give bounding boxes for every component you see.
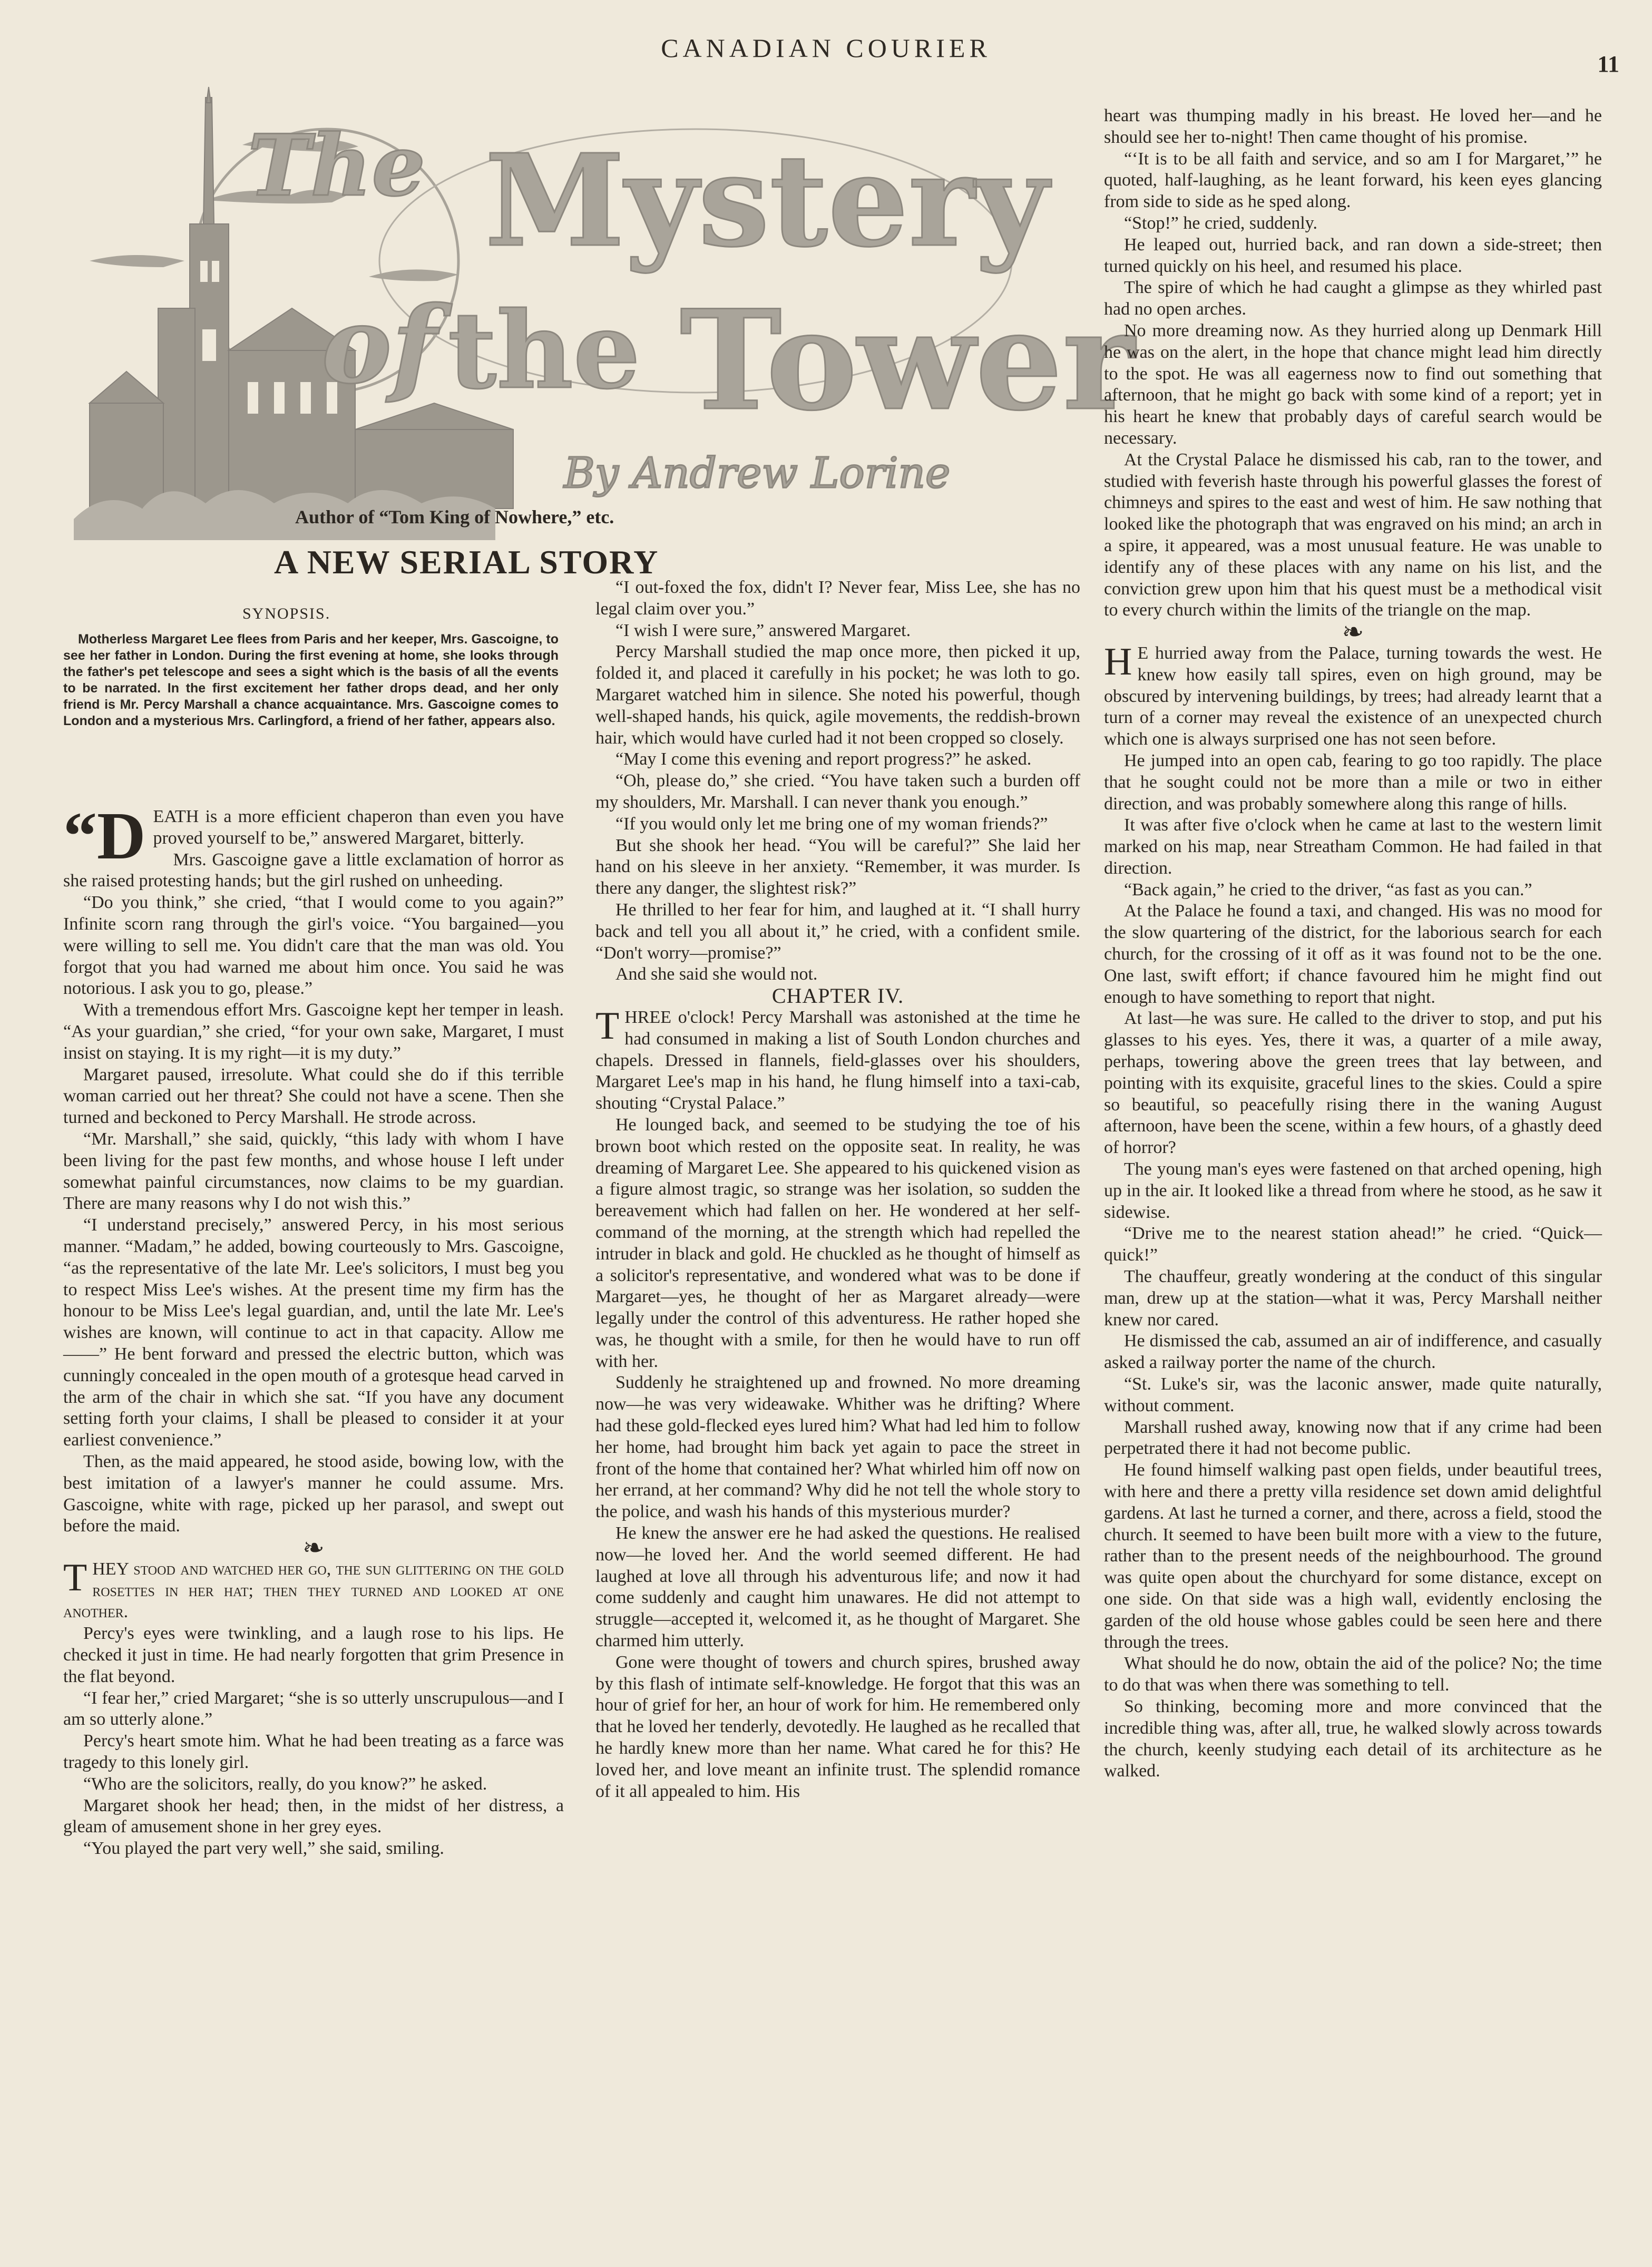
paragraph: At the Palace he found a taxi, and changed. His was no mood for the slow quartering of the district, for the laborious search for each church, for the crossing of it off as it was found not to be the one. One last, swift effort; if chance favoured him he might find out enough to have something to report that night. bbox=[1104, 901, 1602, 1007]
paragraph-text: E hurried away from the Palace, turning towards the west. He knew how easily tall spires, even on high ground, may be obscured by intervening buildings, by trees; had already learnt that a turn of a corner may reveal the existence of an unexpected church which one is always surprised one has not seen before. bbox=[1104, 643, 1602, 749]
paragraph: And she said she would not. bbox=[615, 964, 818, 984]
column-2 bbox=[595, 577, 1080, 1802]
paragraph: “Stop!” he cried, suddenly. bbox=[1124, 213, 1317, 233]
paragraph: “‘It is to be all faith and service, and so am I for Margaret,’” he quoted, half-laughing, as he leant forward, his keen eyes glancing from side to side as he sped along. bbox=[1104, 149, 1602, 212]
paragraph bbox=[1104, 640, 1602, 750]
paragraph bbox=[63, 1556, 564, 1623]
paragraph: He thrilled to her fear for him, and laughed at it. “I shall hurry back and tell you all about it,” he cried, with a confident smile. “Don't worry—promise?” bbox=[595, 900, 1080, 963]
paragraph: He knew the answer ere he had asked the questions. He realised now—he loved her. And the world seemed different. He had laughed at love all through his adventurous life; and now it had come suddenly and caught him unawares. He did not attempt to struggle—accepted it, welcomed it, as he thought of Margaret. She charmed him utterly. bbox=[595, 1523, 1080, 1651]
synopsis-text: Motherless Margaret Lee flees from Paris and her keeper, Mrs. Gascoigne, to see her father in London. During the first evening at home, she looks through the father's pet telescope and sees a sight which is the basis of all the events to be narrated. In the first excitement her father drops dead, and her only friend is Mr. Percy Marshall a chance acquaintance. Mrs. Gascoigne comes to London and a mysterious Mrs. Carlingford, a friend of her father, appears also. bbox=[63, 632, 559, 728]
column-1 bbox=[63, 798, 564, 1860]
drop-cap: “D bbox=[63, 798, 146, 873]
title-illustration bbox=[74, 87, 1135, 540]
drop-cap: T bbox=[595, 1004, 620, 1048]
paragraph: “Mr. Marshall,” she said, quickly, “this lady with whom I have been living for the past few months, and whose house I left under somewhat painful circumstances, now claims to be my guardian. There are many reasons why I do not wish this.” bbox=[63, 1129, 564, 1214]
paragraph: He jumped into an open cab, fearing to go too rapidly. The place that he sought could not be more than a mile or two in either direction, and was probably somewhere along this range of hills. bbox=[1104, 750, 1602, 814]
paragraph: heart was thumping madly in his breast. He loved her—and he should see her to-night! Then came thought of his promise. bbox=[1104, 106, 1602, 147]
paragraph: “Who are the solicitors, really, do you know?” he asked. bbox=[83, 1774, 487, 1794]
column-3 bbox=[1104, 105, 1602, 1782]
title-word-the: The bbox=[248, 116, 426, 215]
paragraph: At the Crystal Palace he dismissed his cab, ran to the tower, and studied with feverish haste through his powerful glasses the forest of chimneys and spires to the east and west of him. He saw nothing that looked like the photograph that was engraved on his mind; an arch in a spire, it appeared, was a most unusual feature. He was unable to identify any of these places with any name on his list, and the conviction grew upon him that his quest must be a methodical visit to every church within the limits of the triangle on the map. bbox=[1104, 450, 1602, 620]
page-number: 11 bbox=[1597, 51, 1619, 77]
paragraph: “May I come this evening and report progress?” he asked. bbox=[615, 749, 1032, 769]
leaf-ornament-icon: ❧ bbox=[302, 1533, 325, 1563]
paragraph: But she shook her head. “You will be careful?” She laid her hand on his sleeve in her anxiety. “Remember, it was murder. Is there any danger, the slightest risk?” bbox=[595, 835, 1080, 898]
paragraph-text: HREE o'clock! Percy Marshall was astonished at the time he had consumed in making a list of South London churches and chapels. Dressed in flannels, field-glasses over his shoulders, Margaret Lee's map in his hand, he flung himself into a taxi-cab, shouting “Crystal Palace.” bbox=[595, 1007, 1080, 1113]
running-header: CANADIAN COURIER bbox=[661, 33, 991, 63]
paragraph: Margaret paused, irresolute. What could she do if this terrible woman carried out her threat? She could not have a scene. Then she turned and beckoned to Percy Marshall. He strode across. bbox=[63, 1064, 564, 1128]
paragraph: “Drive me to the nearest station ahead!” he cried. “Quick—quick!” bbox=[1104, 1224, 1602, 1265]
paragraph: So thinking, becoming more and more convinced that the incredible thing was, after all, true, he walked slowly across towards the church, keenly studying each detail of its architecture as he walked. bbox=[1104, 1696, 1602, 1781]
paragraph: Gone were thought of towers and church spires, brushed away by this flash of intimate self-knowledge. He forgot that this was an hour of grief for her, an hour of work for him. He remembered only that he loved her tenderly, devotedly. He laughed as he recalled that he hardly knew more than her name. What cared he for this? He loved her, and love meant an infinite trust. The splendid romance of it all appealed to him. His bbox=[595, 1652, 1080, 1801]
paragraph: The spire of which he had caught a glimpse as they whirled past had no open arches. bbox=[1104, 278, 1602, 319]
serial-heading: A NEW SERIAL STORY bbox=[274, 543, 659, 581]
title-word-mystery: Mystery bbox=[485, 126, 1049, 275]
paragraph: Suddenly he straightened up and frowned. No more dreaming now—he was very wideawake. Whither was he drifting? Where had these gold-flecked eyes lured him? What had led him to follow her home, had brought him back yet again to pace the street in front of the home that contained her? What whirled him off now on her errand, at her command? Why did he not tell the whole story to the police, and wash his hands of this mysterious murder? bbox=[595, 1373, 1080, 1522]
paragraph: “If you would only let me bring one of my woman friends?” bbox=[615, 814, 1048, 834]
leaf-ornament-icon: ❧ bbox=[1342, 617, 1364, 647]
byline: By Andrew Lorine bbox=[564, 448, 951, 497]
paragraph: Then, as the maid appeared, he stood aside, bowing low, with the best imitation of a lawyer's manner he could assume. Mrs. Gascoigne, white with rage, picked up her parasol, and swept out before the maid. bbox=[63, 1451, 564, 1536]
paragraph: He leaped out, hurried back, and ran down a side-street; then turned quickly on his heel, and resumed his place. bbox=[1104, 234, 1602, 276]
paragraph: Marshall rushed away, knowing now that if any crime had been perpetrated there it had not become public. bbox=[1104, 1417, 1602, 1459]
title-word-the-second: the bbox=[448, 289, 641, 413]
paragraph: “I fear her,” cried Margaret; “she is so utterly unscrupulous—and I am so utterly alone.” bbox=[63, 1688, 564, 1729]
drop-cap: H bbox=[1104, 640, 1132, 683]
synopsis-heading: SYNOPSIS. bbox=[242, 605, 331, 622]
paragraph: With a tremendous effort Mrs. Gascoigne kept her temper in leash. “As your guardian,” she cried, “for your own sake, Margaret, I must insist on staying. It is my right—it is my duty.” bbox=[63, 1000, 564, 1063]
paragraph: He lounged back, and seemed to be studying the toe of his brown boot which rested on the opposite seat. In reality, he was dreaming of Margaret Lee. She appeared to his quickened vision as a figure almost tragic, so strange was her isolation, so sudden the bereavement which had fallen on her. He wondered at her self-command of the morning, at the strength which had repelled the intruder in black and gold. He chuckled as he thought of himself as a solicitor's representative, and wondered what was to be done if Margaret—yes, he thought of her as Margaret already—were legally under the control of this adventuress. He rather hoped she was, he thought with a smile, for then he would have to run off with her. bbox=[595, 1115, 1080, 1371]
paragraph: It was after five o'clock when he came at last to the western limit marked on his map, near Streatham Common. He had failed in that direction. bbox=[1104, 815, 1602, 878]
paragraph: Margaret shook her head; then, in the midst of her distress, a gleam of amusement shone in her grey eyes. bbox=[63, 1795, 564, 1837]
paragraph: Percy's eyes were twinkling, and a laugh rose to his lips. He checked it just in time. He had nearly forgotten that grim Presence in the flat beyond. bbox=[63, 1624, 564, 1686]
paragraph: Percy's heart smote him. What he had been treating as a farce was tragedy to this lonely girl. bbox=[63, 1731, 564, 1773]
paragraph bbox=[595, 1004, 1080, 1115]
paragraph-text: HEY stood and watched her go, the sun glittering on the gold rosettes in her hat; then they turned and looked at one another. bbox=[63, 1559, 564, 1622]
paragraph: What should he do now, obtain the aid of the police? No; the time to do that was when there was something to tell. bbox=[1104, 1654, 1602, 1695]
paragraph: “I out-foxed the fox, didn't I? Never fear, Miss Lee, she has no legal claim over you.” bbox=[595, 578, 1080, 619]
paragraph: He dismissed the cab, assumed an air of indifference, and casually asked a railway porter the name of the church. bbox=[1104, 1331, 1602, 1373]
paragraph-text: EATH is a more efficient chaperon than even you have proved yourself to be,” answered Margaret, bitterly. bbox=[153, 807, 564, 848]
paragraph: Percy Marshall studied the map once more, then picked it up, folded it, and placed it carefully in his pocket; he was loth to go. Margaret watched him in silence. She noted his powerful, though well-shaped hands, his quick, agile movements, the reddish-brown hair, which would have curled had it not been cropped so closely. bbox=[595, 642, 1080, 748]
chapter-heading: CHAPTER IV. bbox=[771, 984, 904, 1008]
drop-cap: T bbox=[63, 1556, 87, 1599]
paragraph: “Back again,” he cried to the driver, “as fast as you can.” bbox=[1124, 880, 1532, 900]
paragraph: “Oh, please do,” she cried. “You have taken such a burden off my shoulders, Mr. Marshall. I can never thank you enough.” bbox=[595, 771, 1080, 812]
paragraph: No more dreaming now. As they hurried along up Denmark Hill he was on the alert, in the hope that chance might lead him directly to the spot. He was all eagerness now to find out something that afternoon, that he might go back with some kind of a report; yet in his heart he knew that probably days of careful search would be necessary. bbox=[1104, 320, 1602, 448]
paragraph: “You played the part very well,” she said, smiling. bbox=[83, 1839, 444, 1859]
paragraph: The chauffeur, greatly wondering at the conduct of this singular man, drew up at the station—what it was, Percy Marshall neither knew nor cared. bbox=[1104, 1267, 1602, 1330]
paragraph: “St. Luke's sir, was the laconic answer, made quite naturally, without comment. bbox=[1104, 1374, 1602, 1415]
paragraph: The young man's eyes were fastened on that arched opening, high up in the air. It looked like a thread from where he stood, as he saw it sidewise. bbox=[1104, 1159, 1602, 1222]
paragraph: “Do you think,” she cried, “that I would come to you again?” Infinite scorn rang through the girl's voice. “You bargained—you were willing to sell me. You didn't care that the man was old. You forgot that you had warned me about him once. You said he was notorious. I ask you to go, please.” bbox=[63, 893, 564, 999]
paragraph: He found himself walking past open fields, under beautiful trees, with here and there a pretty villa residence set down amid delightful gardens. At last he turned a corner, and there, across a field, stood the church. It seemed to have been built more with a view to the future, rather than to the present needs of the neighbourhood. The ground was quite open about the churchyard for some distance, except on one side. On that side was a high wall, evidently enclosing the garden of the old house whose gables could be seen here and there through the trees. bbox=[1104, 1460, 1602, 1652]
paragraph: Mrs. Gascoigne gave a little exclamation of horror as she raised protesting hands; but the girl rushed on unheeding. bbox=[63, 849, 564, 891]
title-word-tower: Tower bbox=[680, 280, 1135, 441]
paragraph: At last—he was sure. He called to the driver to stop, and put his glasses to his eyes. Yes, there it was, a quarter of a mile away, perhaps, towering above the green trees that lay between, and pointing with its exquisite, graceful lines to the skies. Could a spire so beautiful, so peacefully rising there in the waning August afternoon, have been the scene, within a few hours, of a ghastly deed of horror? bbox=[1104, 1009, 1602, 1158]
paragraph: “I wish I were sure,” answered Margaret. bbox=[615, 620, 911, 640]
synopsis-box bbox=[63, 631, 559, 729]
title-word-of: of bbox=[321, 284, 437, 407]
paragraph: “I understand precisely,” answered Percy, in his most serious manner. “Madam,” he added, bowing courteously to Mrs. Gascoigne, “as the representative of the late Mr. Lee's solicitors, I must beg you to respect Miss Lee's wishes. At the present time my firm has the honour to be Miss Lee's legal guardian, and, until the late Mr. Lee's wishes are known, will continue to act in that capacity. Allow me——” He bent forward and pressed the electric button, which was cunningly concealed in the open mouth of a grotesque head carved in the arm of the chair in which she sat. “If you have any document setting forth your claims, I shall be pleased to consider it at your earliest convenience.” bbox=[63, 1215, 564, 1450]
author-note: Author of “Tom King of Nowhere,” etc. bbox=[295, 506, 614, 527]
